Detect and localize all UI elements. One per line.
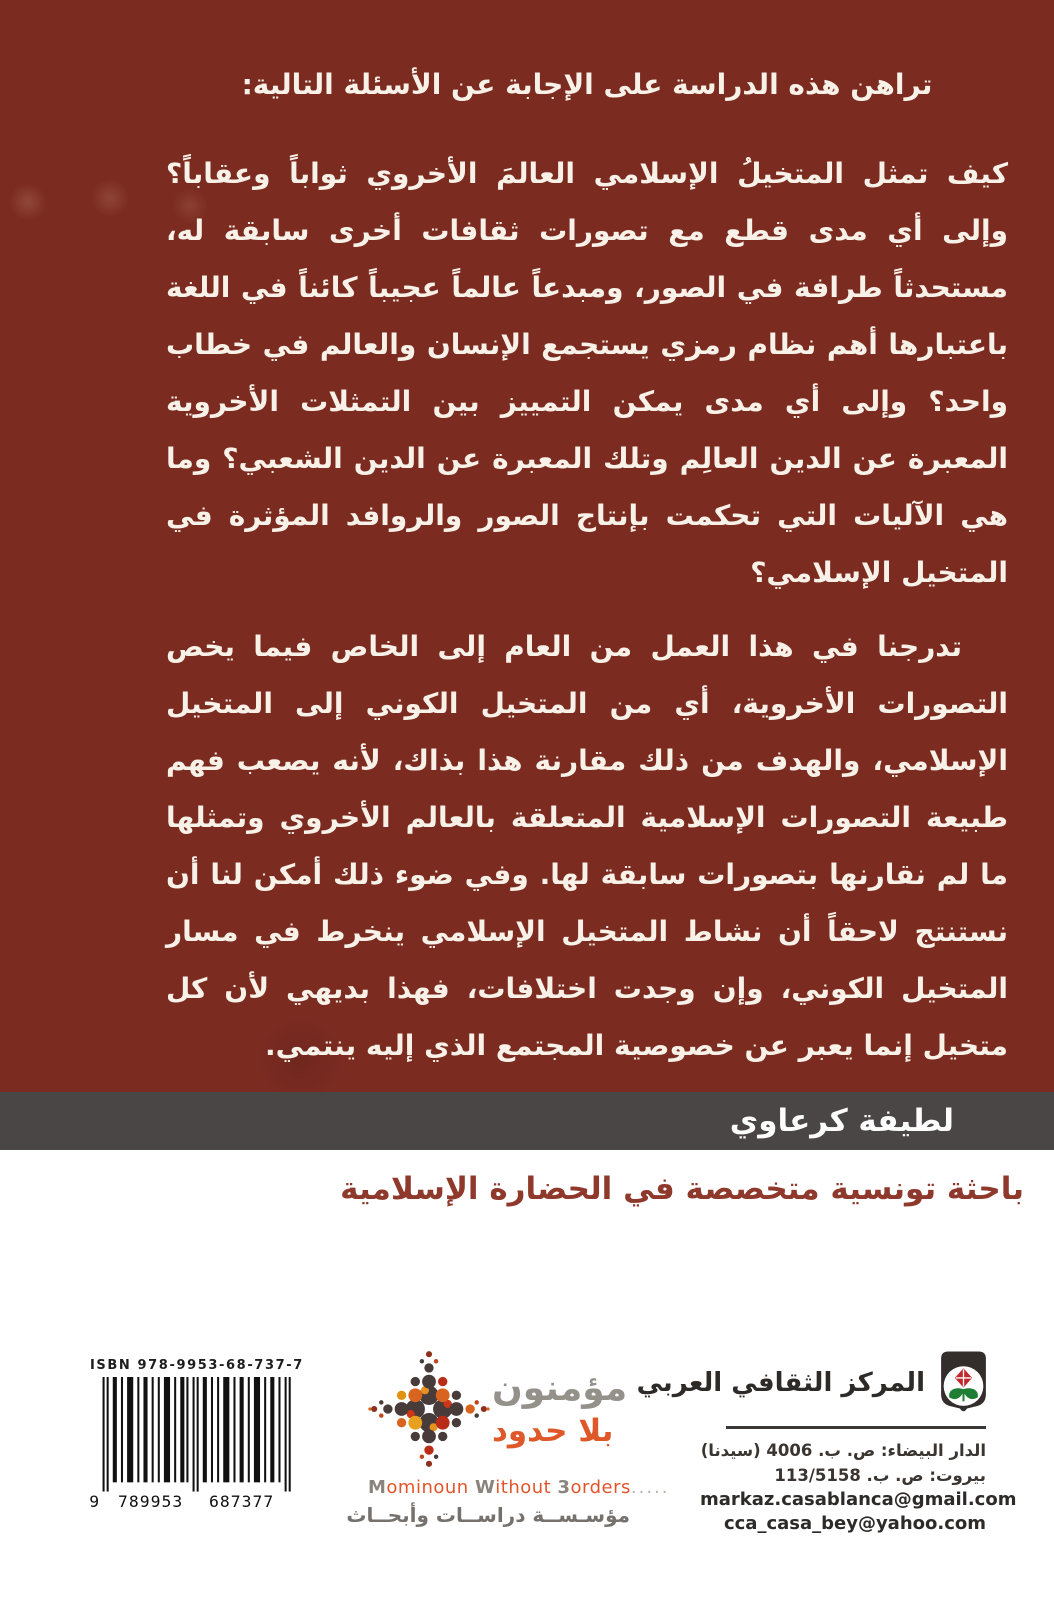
barcode-digits-left: 789953: [117, 1491, 184, 1511]
en-seg-ominoun: ominoun: [386, 1477, 475, 1498]
isbn-barcode-block: [88, 1358, 304, 1512]
author-name-band: [0, 1092, 1054, 1150]
blurb-paragraph-questions: كيف تمثل المتخيلُ الإسلامي العالمَ الأخروي ثواباً وعقاباً؟ وإلى أي مدى قطع مع تصورات ثقافات أخرى سابقة له، مستحدثاً طرافة في الصور، ومبدعاً عالماً عجيباً كائناً في اللغة باعتبارها أهم نظام رمزي يستجمع الإنسان والعالم في خطاب واحد؟ وإلى أي مدى يمكن التمييز بين التمثلات الأخروية المعبرة عن الدين العالِم وتلك المعبرة عن الدين الشعبي؟ وما هي الآليات التي تحكمت بإنتاج الصور والروافد المؤثرة في المتخيل الإسلامي؟: [166, 157, 1008, 589]
barcode-digit-9: 9: [89, 1491, 101, 1511]
en-seg-w: W: [474, 1477, 496, 1498]
en-seg-orders: orders: [570, 1477, 631, 1498]
mominoun-dots-icon: [368, 1342, 490, 1476]
mominoun-name-ar-2: بلا حدود: [492, 1413, 614, 1449]
mominoun-logo-block: [346, 1342, 670, 1527]
mominoun-tagline: مؤسـســة دراســات وأبحــاث: [346, 1503, 630, 1527]
blurb-paragraph-method: تدرجنا في هذا العمل من العام إلى الخاص فيما يخص التصورات الأخروية، أي من المتخيل الكوني إلى المتخيل الإسلامي، والهدف من ذلك مقارنة هذا بذاك، لأنه يصعب فهم طبيعة التصورات الإسلامية المتعلقة بالعالم الأخروي وتمثلها ما لم نقارنها بتصورات سابقة لها. وفي ضوء ذلك أمكن لنا أن نستنتج لاحقاً أن نشاط المتخيل الإسلامي ينخرط في مسار المتخيل الكوني، وإن وجدت اختلافات، فهذا بديهي لأن كل متخيل إنما يعبر عن خصوصية المجتمع الذي إليه ينتمي.: [166, 630, 1008, 1062]
cover-blurb-text: [166, 56, 1008, 1074]
mominoun-arabic-wordmark: [490, 1369, 630, 1449]
publisher-email-yahoo: cca_casa_bey@yahoo.com: [723, 1513, 986, 1534]
publisher-logo-icon: [935, 1348, 992, 1418]
mominoun-name-en: [368, 1477, 670, 1498]
mominoun-name-ar: مؤمنون: [492, 1368, 628, 1409]
isbn-label: ISBN 978-9953-68-737-7: [90, 1358, 304, 1373]
author-role: باحثة تونسية متخصصة في الحضارة الإسلامية: [340, 1171, 1024, 1207]
publisher-name: المركز الثقافي العربي: [636, 1368, 925, 1398]
publisher-block: [636, 1348, 1017, 1536]
publisher-address-beirut: بيروت: ص. ب. 113/5158: [774, 1466, 986, 1485]
ean13-barcode: [88, 1377, 293, 1512]
author-name: لطيفة كرعاوي: [729, 1103, 954, 1139]
en-seg-dots: .....: [630, 1477, 670, 1498]
blurb-intro-line: تراهن هذه الدراسة على الإجابة عن الأسئلة التالية:: [241, 68, 933, 101]
publisher-email-gmail: markaz.casablanca@gmail.com: [700, 1489, 1017, 1510]
en-seg-ithout: ithout: [495, 1477, 558, 1498]
en-seg-m: M: [368, 1477, 387, 1498]
en-seg-b: 3: [557, 1477, 571, 1498]
barcode-digits-right: 687377: [209, 1491, 275, 1511]
publisher-divider: [726, 1426, 986, 1429]
publisher-address-casablanca: الدار البيضاء: ص. ب. 4006 (سيدنا): [700, 1441, 986, 1460]
